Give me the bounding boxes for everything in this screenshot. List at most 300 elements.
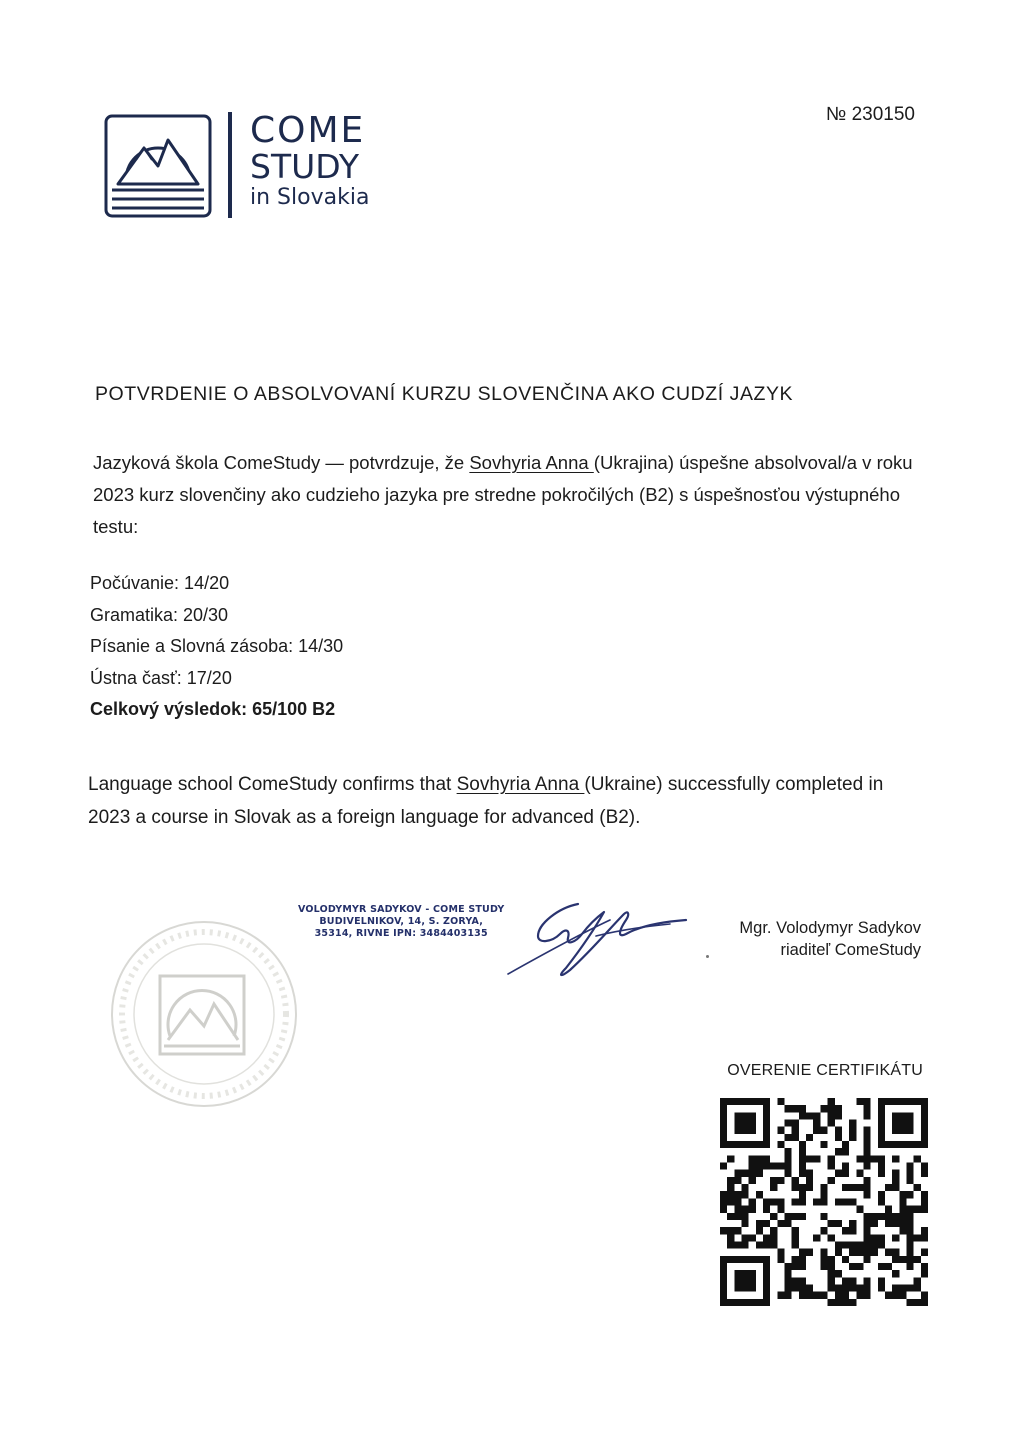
qr-module — [842, 1241, 849, 1248]
qr-module — [727, 1098, 734, 1105]
qr-module — [720, 1206, 727, 1213]
qr-module — [842, 1256, 849, 1263]
qr-module — [734, 1098, 741, 1105]
qr-module — [842, 1148, 849, 1155]
qr-module — [906, 1112, 913, 1119]
qr-module — [906, 1220, 913, 1227]
qr-module — [863, 1227, 870, 1234]
qr-module — [871, 1155, 878, 1162]
qr-code-icon[interactable] — [720, 1098, 928, 1306]
qr-module — [871, 1220, 878, 1227]
qr-module — [742, 1213, 749, 1220]
qr-module — [856, 1206, 863, 1213]
qr-module — [885, 1249, 892, 1256]
qr-module — [777, 1098, 784, 1105]
qr-module — [828, 1284, 835, 1291]
qr-module — [878, 1120, 885, 1127]
qr-module — [806, 1177, 813, 1184]
qr-module — [727, 1191, 734, 1198]
qr-module — [763, 1141, 770, 1148]
qr-module — [720, 1105, 727, 1112]
qr-module — [792, 1134, 799, 1141]
qr-module — [720, 1277, 727, 1284]
qr-module — [856, 1241, 863, 1248]
qr-module — [756, 1141, 763, 1148]
qr-module — [878, 1198, 885, 1205]
qr-module — [842, 1198, 849, 1205]
qr-module — [734, 1170, 741, 1177]
qr-module — [727, 1241, 734, 1248]
qr-module — [792, 1277, 799, 1284]
qr-module — [785, 1105, 792, 1112]
qr-module — [863, 1256, 870, 1263]
qr-module — [885, 1213, 892, 1220]
qr-module — [906, 1170, 913, 1177]
qr-module — [720, 1134, 727, 1141]
qr-module — [863, 1184, 870, 1191]
slovak-confirmation-text — [93, 447, 923, 543]
qr-module — [799, 1213, 806, 1220]
qr-module — [906, 1256, 913, 1263]
qr-module — [899, 1206, 906, 1213]
qr-module — [777, 1198, 784, 1205]
qr-module — [849, 1198, 856, 1205]
qr-module — [878, 1112, 885, 1119]
qr-module — [806, 1292, 813, 1299]
qr-module — [727, 1256, 734, 1263]
qr-module — [820, 1292, 827, 1299]
qr-module — [892, 1249, 899, 1256]
qr-module — [835, 1170, 842, 1177]
qr-module — [835, 1241, 842, 1248]
qr-module — [863, 1277, 870, 1284]
qr-module — [749, 1284, 756, 1291]
qr-module — [906, 1234, 913, 1241]
qr-module — [914, 1155, 921, 1162]
certificate-number: № 230150 — [825, 104, 915, 125]
qr-module — [734, 1256, 741, 1263]
signer-name: Mgr. Volodymyr Sadykov — [739, 919, 921, 937]
qr-module — [899, 1127, 906, 1134]
qr-module — [792, 1177, 799, 1184]
qr-module — [785, 1213, 792, 1220]
qr-module — [906, 1163, 913, 1170]
qr-module — [885, 1141, 892, 1148]
qr-module — [813, 1112, 820, 1119]
qr-module — [792, 1127, 799, 1134]
student-name-en: Sovhyria Anna — [456, 774, 585, 795]
qr-module — [914, 1256, 921, 1263]
qr-module — [842, 1292, 849, 1299]
qr-module — [878, 1105, 885, 1112]
qr-module — [921, 1105, 928, 1112]
qr-module — [828, 1263, 835, 1270]
qr-module — [734, 1127, 741, 1134]
qr-module — [878, 1284, 885, 1291]
qr-module — [906, 1227, 913, 1234]
qr-module — [742, 1184, 749, 1191]
qr-module — [863, 1163, 870, 1170]
qr-module — [828, 1098, 835, 1105]
qr-module — [863, 1191, 870, 1198]
qr-module — [813, 1120, 820, 1127]
mountains-sun-logo-icon — [104, 114, 212, 218]
qr-module — [828, 1163, 835, 1170]
qr-module — [749, 1155, 756, 1162]
score-writing-vocabulary: Písanie a Slovná zásoba: 14/30 — [90, 636, 344, 656]
qr-module — [842, 1299, 849, 1306]
qr-module — [899, 1227, 906, 1234]
qr-module — [763, 1256, 770, 1263]
qr-module — [828, 1112, 835, 1119]
qr-module — [899, 1198, 906, 1205]
qr-module — [863, 1098, 870, 1105]
score-listening: Počúvanie: 14/20 — [90, 573, 230, 593]
qr-module — [820, 1105, 827, 1112]
qr-module — [727, 1184, 734, 1191]
qr-module — [863, 1112, 870, 1119]
qr-module — [820, 1141, 827, 1148]
signer-role: riaditeľ ComeStudy — [780, 941, 921, 959]
qr-module — [878, 1263, 885, 1270]
qr-module — [921, 1292, 928, 1299]
qr-module — [799, 1263, 806, 1270]
qr-module — [835, 1105, 842, 1112]
company-stamp — [298, 904, 504, 940]
qr-module — [785, 1292, 792, 1299]
qr-module — [892, 1256, 899, 1263]
qr-module — [727, 1213, 734, 1220]
qr-module — [863, 1105, 870, 1112]
qr-module — [914, 1206, 921, 1213]
qr-module — [756, 1170, 763, 1177]
qr-module — [885, 1220, 892, 1227]
qr-module — [871, 1234, 878, 1241]
qr-module — [785, 1270, 792, 1277]
qr-module — [914, 1284, 921, 1291]
qr-module — [820, 1191, 827, 1198]
qr-module — [742, 1284, 749, 1291]
qr-module — [799, 1277, 806, 1284]
qr-module — [777, 1249, 784, 1256]
qr-module — [856, 1098, 863, 1105]
qr-module — [806, 1155, 813, 1162]
qr-module — [828, 1155, 835, 1162]
qr-module — [899, 1220, 906, 1227]
qr-module — [792, 1284, 799, 1291]
qr-module — [720, 1163, 727, 1170]
qr-module — [799, 1155, 806, 1162]
qr-module — [763, 1127, 770, 1134]
qr-module — [906, 1098, 913, 1105]
qr-module — [806, 1184, 813, 1191]
score-oral: Ústna časť: 17/20 — [90, 667, 232, 688]
student-name-sk: Sovhyria Anna — [469, 452, 594, 473]
qr-module — [892, 1213, 899, 1220]
qr-module — [921, 1163, 928, 1170]
score-list — [90, 568, 343, 726]
qr-module — [899, 1292, 906, 1299]
qr-module — [720, 1098, 727, 1105]
logo-line-2: STUDY — [250, 147, 360, 186]
qr-module — [799, 1184, 806, 1191]
qr-module — [813, 1198, 820, 1205]
qr-module — [792, 1198, 799, 1205]
qr-module — [921, 1234, 928, 1241]
qr-module — [785, 1148, 792, 1155]
qr-module — [892, 1112, 899, 1119]
qr-module — [835, 1249, 842, 1256]
qr-module — [785, 1163, 792, 1170]
qr-module — [828, 1120, 835, 1127]
qr-module — [842, 1163, 849, 1170]
qr-module — [863, 1292, 870, 1299]
qr-module — [878, 1163, 885, 1170]
qr-module — [742, 1141, 749, 1148]
qr-module — [763, 1098, 770, 1105]
signature-icon — [500, 890, 700, 980]
qr-module — [799, 1170, 806, 1177]
qr-module — [849, 1127, 856, 1134]
qr-module — [770, 1213, 777, 1220]
qr-module — [756, 1163, 763, 1170]
qr-module — [756, 1155, 763, 1162]
qr-module — [720, 1191, 727, 1198]
qr-module — [906, 1263, 913, 1270]
qr-module — [871, 1213, 878, 1220]
qr-module — [863, 1127, 870, 1134]
qr-module — [863, 1241, 870, 1248]
qr-module — [835, 1292, 842, 1299]
qr-module — [906, 1120, 913, 1127]
qr-module — [734, 1299, 741, 1306]
qr-module — [921, 1170, 928, 1177]
qr-module — [863, 1155, 870, 1162]
qr-module — [720, 1120, 727, 1127]
qr-module — [763, 1134, 770, 1141]
qr-module — [813, 1292, 820, 1299]
qr-module — [756, 1220, 763, 1227]
qr-module — [921, 1134, 928, 1141]
qr-module — [792, 1263, 799, 1270]
qr-module — [849, 1120, 856, 1127]
qr-module — [921, 1249, 928, 1256]
document-title: POTVRDENIE O ABSOLVOVANÍ KURZU SLOVENČINA AKO CUDZÍ JAZYK — [95, 383, 794, 405]
qr-module — [734, 1277, 741, 1284]
qr-module — [806, 1170, 813, 1177]
qr-module — [899, 1191, 906, 1198]
qr-module — [921, 1198, 928, 1205]
qr-module — [799, 1284, 806, 1291]
qr-module — [863, 1213, 870, 1220]
qr-module — [777, 1206, 784, 1213]
qr-module — [749, 1177, 756, 1184]
qr-module — [785, 1284, 792, 1291]
qr-module — [770, 1198, 777, 1205]
qr-module — [842, 1141, 849, 1148]
qr-module — [785, 1263, 792, 1270]
logo-wordmark — [250, 112, 369, 212]
qr-module — [885, 1098, 892, 1105]
qr-module — [849, 1277, 856, 1284]
signer-block — [739, 917, 921, 961]
qr-module — [720, 1270, 727, 1277]
qr-module — [785, 1155, 792, 1162]
qr-module — [727, 1155, 734, 1162]
qr-module — [720, 1263, 727, 1270]
qr-module — [892, 1155, 899, 1162]
qr-module — [835, 1127, 842, 1134]
qr-module — [749, 1163, 756, 1170]
qr-module — [849, 1184, 856, 1191]
qr-module — [799, 1163, 806, 1170]
qr-module — [734, 1227, 741, 1234]
qr-module — [727, 1234, 734, 1241]
qr-module — [749, 1277, 756, 1284]
qr-module — [749, 1198, 756, 1205]
qr-module — [799, 1141, 806, 1148]
verification-label: OVERENIE CERTIFIKÁTU — [727, 1062, 923, 1079]
qr-module — [742, 1241, 749, 1248]
qr-module — [835, 1270, 842, 1277]
qr-module — [842, 1277, 849, 1284]
qr-module — [777, 1177, 784, 1184]
score-total: Celkový výsledok: 65/100 B2 — [90, 699, 336, 719]
qr-module — [849, 1299, 856, 1306]
qr-module — [799, 1105, 806, 1112]
qr-module — [914, 1184, 921, 1191]
slovak-intro: Jazyková škola ComeStudy — potvrdzuje, že — [93, 452, 470, 473]
qr-module — [742, 1120, 749, 1127]
qr-module — [777, 1127, 784, 1134]
qr-module — [792, 1234, 799, 1241]
qr-module — [749, 1120, 756, 1127]
qr-module — [828, 1277, 835, 1284]
qr-module — [720, 1284, 727, 1291]
qr-module — [878, 1241, 885, 1248]
logo-divider — [228, 112, 232, 218]
qr-module — [899, 1112, 906, 1119]
english-rest: (Ukraine) successfully completed in 2023 a course in Slovak as a foreign language for advanced (B2). — [88, 774, 884, 828]
qr-module — [742, 1127, 749, 1134]
qr-module — [878, 1170, 885, 1177]
qr-module — [892, 1234, 899, 1241]
qr-module — [878, 1155, 885, 1162]
qr-module — [806, 1112, 813, 1119]
qr-module — [842, 1184, 849, 1191]
qr-module — [921, 1112, 928, 1119]
qr-module — [785, 1277, 792, 1284]
qr-module — [734, 1141, 741, 1148]
qr-module — [906, 1249, 913, 1256]
qr-module — [878, 1191, 885, 1198]
qr-module — [842, 1227, 849, 1234]
qr-module — [813, 1234, 820, 1241]
qr-module — [720, 1256, 727, 1263]
qr-module — [749, 1206, 756, 1213]
qr-module — [835, 1134, 842, 1141]
qr-module — [770, 1177, 777, 1184]
qr-module — [756, 1299, 763, 1306]
qr-module — [906, 1299, 913, 1306]
qr-module — [763, 1284, 770, 1291]
qr-module — [734, 1241, 741, 1248]
qr-module — [820, 1184, 827, 1191]
qr-module — [849, 1284, 856, 1291]
qr-module — [828, 1105, 835, 1112]
qr-module — [742, 1299, 749, 1306]
qr-module — [727, 1198, 734, 1205]
qr-module — [878, 1098, 885, 1105]
qr-module — [727, 1177, 734, 1184]
qr-module — [892, 1292, 899, 1299]
qr-module — [777, 1141, 784, 1148]
qr-module — [742, 1256, 749, 1263]
qr-module — [763, 1206, 770, 1213]
qr-module — [792, 1241, 799, 1248]
qr-module — [921, 1227, 928, 1234]
qr-module — [885, 1292, 892, 1299]
qr-module — [742, 1191, 749, 1198]
qr-module — [878, 1234, 885, 1241]
qr-module — [899, 1284, 906, 1291]
stamp-line-2: BUDIVELNIKOV, 14, S. ZORYA, — [319, 916, 484, 927]
qr-module — [921, 1263, 928, 1270]
qr-module — [799, 1148, 806, 1155]
qr-module — [914, 1098, 921, 1105]
qr-module — [720, 1299, 727, 1306]
qr-module — [749, 1098, 756, 1105]
qr-module — [756, 1241, 763, 1248]
qr-module — [763, 1105, 770, 1112]
qr-module — [878, 1134, 885, 1141]
qr-module — [914, 1141, 921, 1148]
qr-module — [899, 1213, 906, 1220]
qr-module — [892, 1170, 899, 1177]
qr-module — [828, 1256, 835, 1263]
qr-module — [863, 1134, 870, 1141]
qr-module — [835, 1284, 842, 1291]
qr-module — [892, 1120, 899, 1127]
qr-module — [813, 1127, 820, 1134]
qr-module — [892, 1098, 899, 1105]
qr-module — [742, 1277, 749, 1284]
qr-module — [906, 1177, 913, 1184]
qr-module — [835, 1148, 842, 1155]
qr-module — [763, 1234, 770, 1241]
qr-module — [856, 1284, 863, 1291]
qr-module — [792, 1105, 799, 1112]
qr-module — [799, 1256, 806, 1263]
qr-module — [892, 1284, 899, 1291]
qr-module — [792, 1184, 799, 1191]
qr-module — [835, 1299, 842, 1306]
qr-module — [763, 1120, 770, 1127]
qr-module — [828, 1177, 835, 1184]
qr-module — [756, 1098, 763, 1105]
qr-module — [720, 1227, 727, 1234]
qr-module — [892, 1177, 899, 1184]
qr-module — [849, 1134, 856, 1141]
qr-module — [921, 1206, 928, 1213]
qr-module — [856, 1263, 863, 1270]
qr-module — [785, 1134, 792, 1141]
qr-module — [806, 1134, 813, 1141]
qr-module — [770, 1227, 777, 1234]
qr-module — [820, 1198, 827, 1205]
qr-module — [871, 1249, 878, 1256]
qr-module — [785, 1170, 792, 1177]
